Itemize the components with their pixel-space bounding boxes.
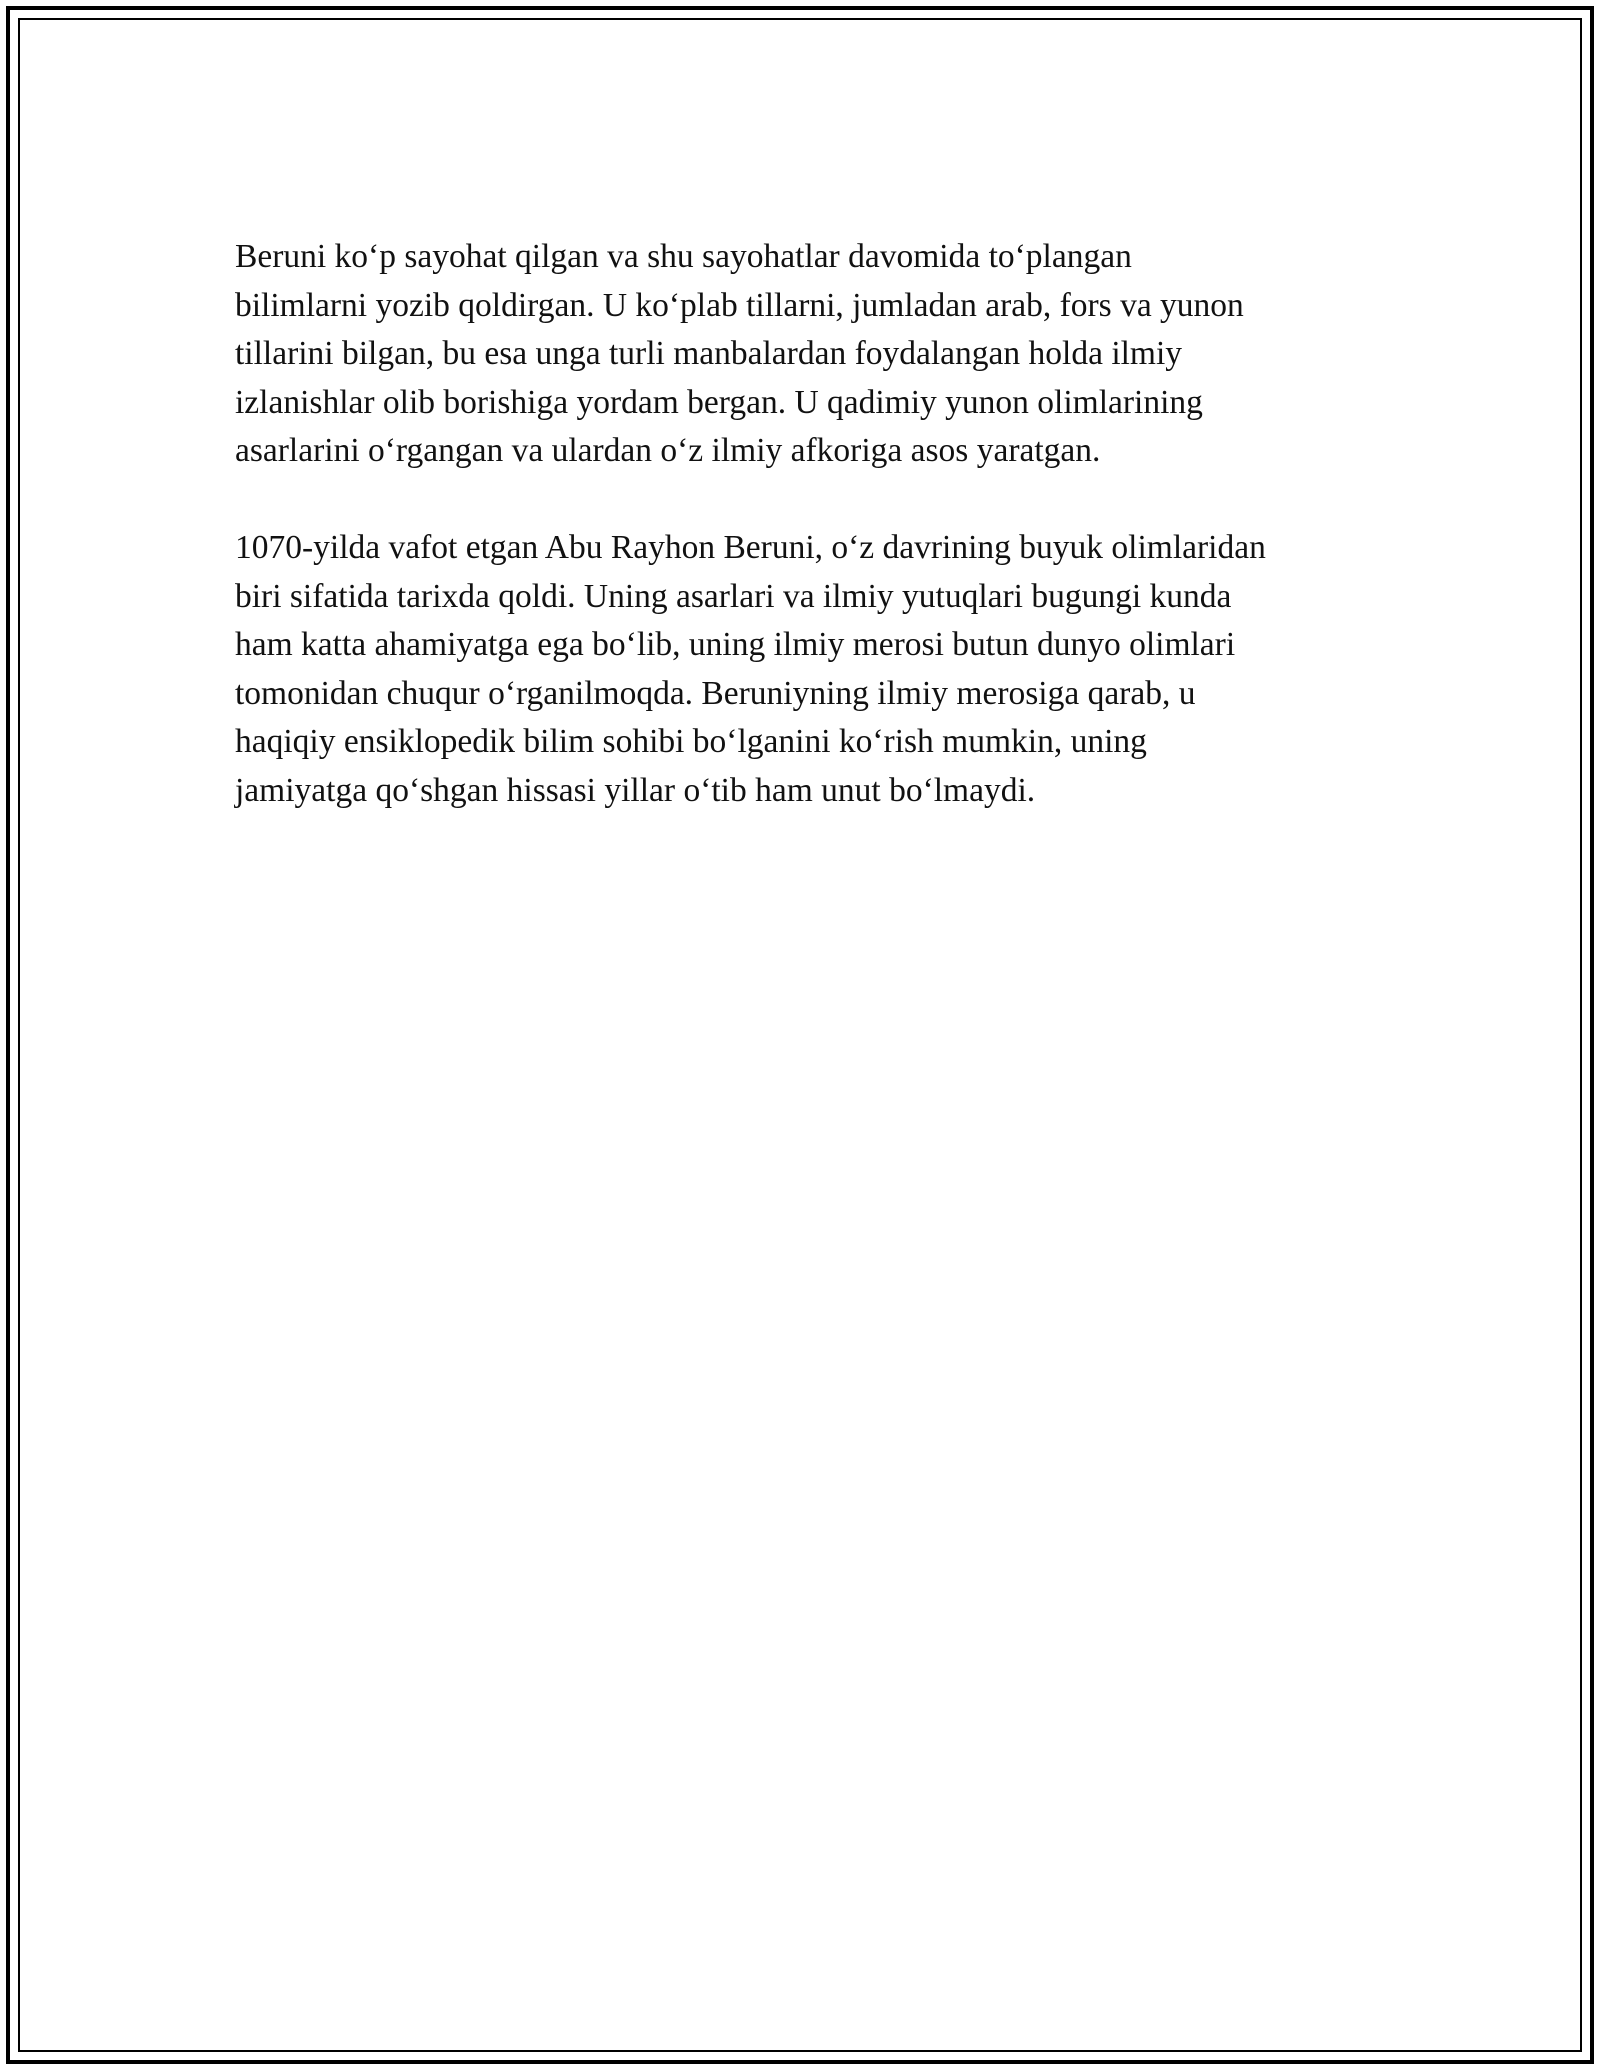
paragraph-line: tomonidan chuqur o‘rganilmoqda. Beruniyning ilmiy merosiga qarab, u — [235, 674, 1196, 712]
paragraph-line: asarlarini o‘rgangan va ulardan o‘z ilmiy afkoriga asos yaratgan. — [235, 432, 1101, 469]
paragraph-2 — [235, 524, 1385, 815]
paragraph-line: Beruni ko‘p sayohat qilgan va shu sayohatlar davomida to‘plangan — [235, 238, 1132, 275]
document-body — [235, 233, 1385, 815]
paragraph-line: 1070-yilda vafot etgan Abu Rayhon Beruni, o‘z davrining buyuk olimlaridan — [235, 529, 1266, 566]
paragraph-line: bilimlarni yozib qoldirgan. U ko‘plab tillarni, jumladan arab, fors va yunon — [235, 286, 1244, 324]
paragraph-line: haqiqiy ensiklopedik bilim sohibi bo‘lganini ko‘rish mumkin, uning — [235, 723, 1147, 760]
paragraph-1 — [235, 233, 1385, 476]
paragraph-line: biri sifatida tarixda qoldi. Uning asarlari va ilmiy yutuqlari bugungi kunda — [235, 577, 1232, 615]
paragraph-line: ham katta ahamiyatga ega bo‘lib, uning ilmiy merosi butun dunyo olimlari — [235, 626, 1236, 663]
paragraph-line: izlanishlar olib borishiga yordam bergan. U qadimiy yunon olimlarining — [235, 383, 1203, 421]
paragraph-line: jamiyatga qo‘shgan hissasi yillar o‘tib ham unut bo‘lmaydi. — [235, 771, 1036, 809]
paragraph-line: tillarini bilgan, bu esa unga turli manbalardan foydalangan holda ilmiy — [235, 335, 1183, 372]
